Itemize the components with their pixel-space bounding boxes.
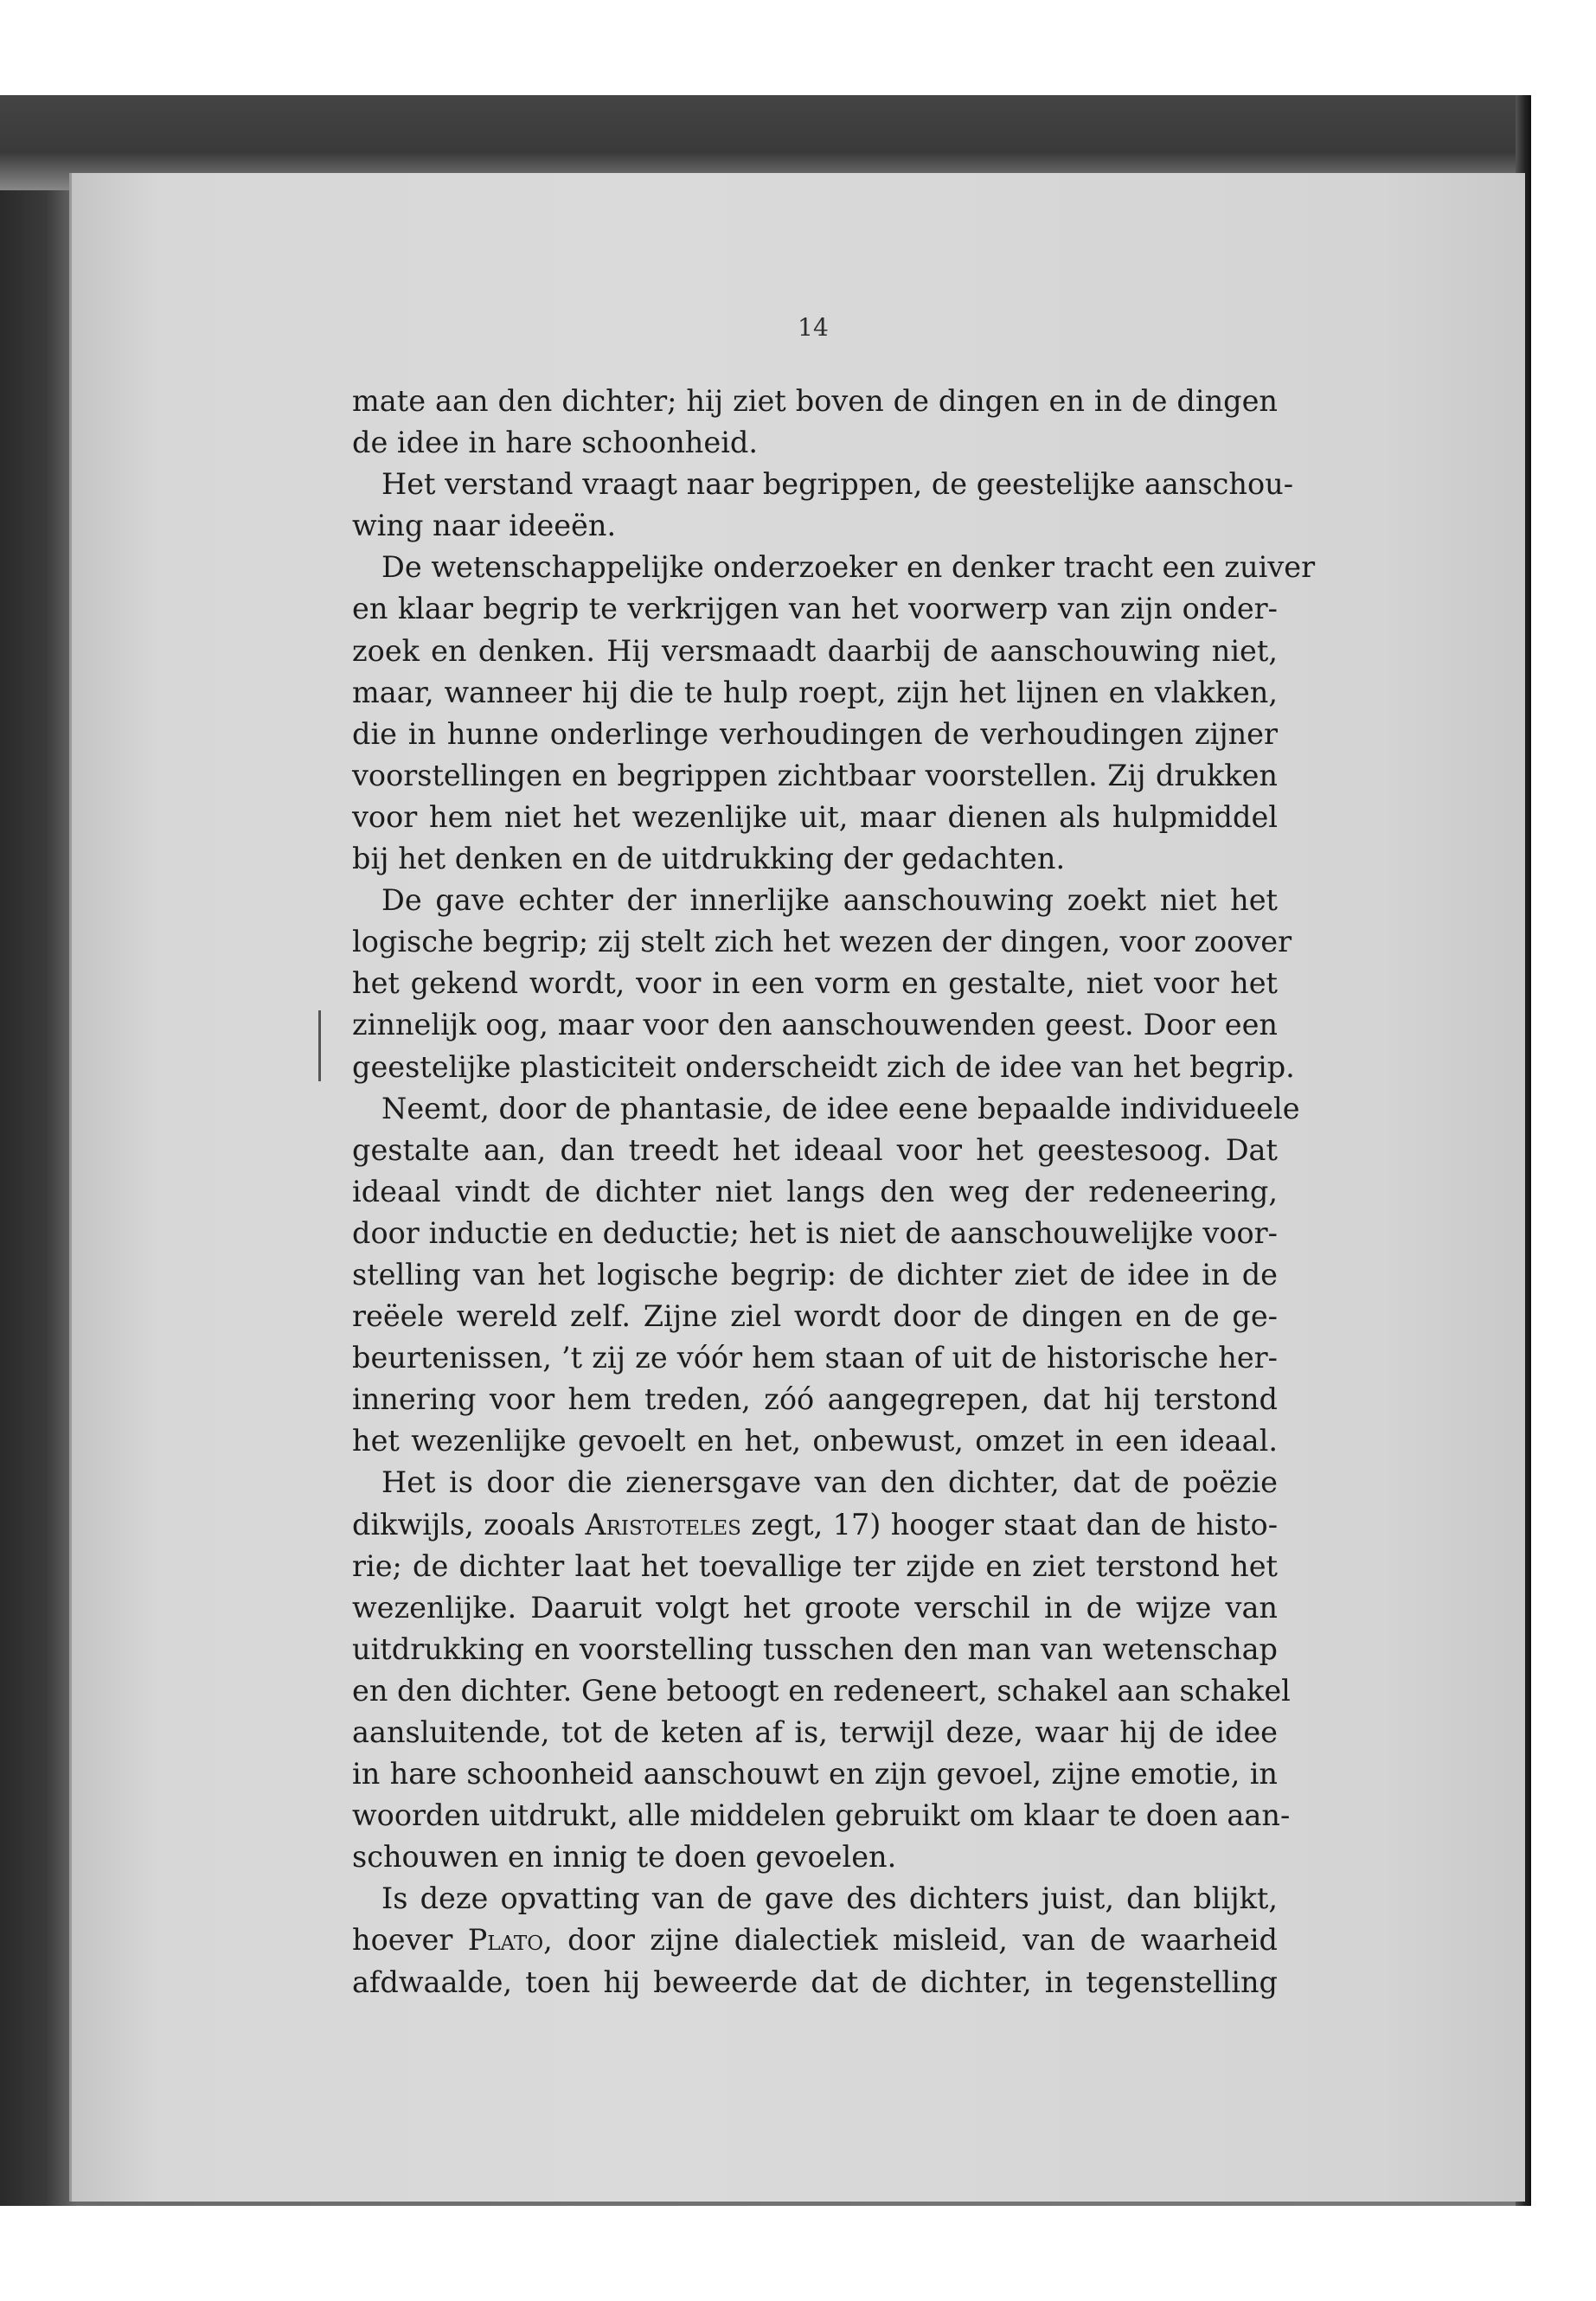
text-line: innering voor hem treden, zóó aangegrepen, dat hij terstond [352,1382,1278,1417]
text-line: het wezenlijke gevoelt en het, onbewust, omzet in een ideaal. [352,1424,1278,1458]
text-line: uitdrukking en voorstelling tusschen den man van wetenschap [352,1631,1278,1666]
text-line: gestalte aan, dan treedt het ideaal voor het geestesoog. Dat [352,1132,1278,1167]
text-line: geestelijke plasticiteit onderscheidt zich de idee van het begrip. [352,1049,1295,1084]
text-line: voorstellingen en begrippen zichtbaar voorstellen. Zij drukken [352,758,1278,792]
text-line-with-citation [352,1504,1278,1546]
text-fragment: , door zijne dialectiek misleid, van de waarheid [543,1923,1278,1958]
text-line: Neemt, door de phantasie, de idee eene bepaalde individueele [381,1091,1300,1125]
text-line: het gekend wordt, voor in een vorm en gestalte, niet voor het [352,966,1278,1001]
body-text [352,381,1316,2003]
text-line: voor hem niet het wezenlijke uit, maar dienen als hulpmiddel [352,799,1278,834]
text-line: de idee in hare schoonheid. [352,426,758,460]
text-line: reëele wereld zelf. Zijne ziel wordt door de dingen en de ge- [352,1299,1278,1334]
text-line: maar, wanneer hij die te hulp roept, zijn het lijnen en vlakken, [352,675,1278,709]
text-line: logische begrip; zij stelt zich het wezen der dingen, voor zoover [352,925,1292,959]
text-line: afdwaalde, toen hij beweerde dat de dichter, in tegenstelling [352,1965,1278,1999]
text-line: bij het denken en de uitdrukking der gedachten. [352,842,1066,876]
author-name: Plato [467,1923,544,1958]
margin-pencil-mark [318,1010,321,1081]
text-line: door inductie en deductie; het is niet de aanschouwelijke voor- [352,1215,1278,1250]
text-line: Is deze opvatting van de gave des dichters juist, dan blijkt, [381,1881,1278,1916]
text-line: en den dichter. Gene betoogt en redeneert, schakel aan schakel [352,1673,1291,1708]
text-line: beurtenissen, ’t zij ze vóór hem staan of uit de historische her- [352,1341,1278,1375]
text-line: stelling van het logische begrip: de dichter ziet de idee in de [352,1257,1278,1292]
text-line: die in hunne onderlinge verhoudingen de verhoudingen zijner [352,716,1278,751]
text-fragment: zegt, [751,1507,824,1541]
text-line: wing naar ideeën. [352,509,617,543]
text-line-with-name [352,1920,1278,1961]
text-line: schouwen en innig te doen gevoelen. [352,1840,897,1875]
text-line: Het verstand vraagt naar begrippen, de geestelijke aanschou- [381,467,1294,502]
footnote-ref: 17) [832,1507,881,1541]
text-line: rie; de dichter laat het toevallige ter zijde en ziet terstond het [352,1548,1278,1583]
text-line: De wetenschappelijke onderzoeker en denker tracht een zuiver [381,550,1316,585]
text-line: in hare schoonheid aanschouwt en zijn gevoel, zijne emotie, in [352,1757,1278,1791]
text-line: wezenlijke. Daaruit volgt het groote verschil in de wijze van [352,1590,1278,1625]
text-line: ideaal vindt de dichter niet langs den weg der redeneering, [352,1174,1278,1208]
text-fragment: dikwijls, zooals [352,1507,576,1541]
text-line: woorden uitdrukt, alle middelen gebruikt om klaar te doen aan- [352,1798,1291,1833]
text-line: Het is door die zienersgave van den dichter, dat de poëzie [381,1465,1278,1500]
text-fragment: hooger staat dan de histo- [890,1507,1279,1541]
page-number: 14 [798,313,829,342]
author-name: Aristoteles [585,1507,741,1541]
text-line: en klaar begrip te verkrijgen van het voorwerp van zijn onder- [352,592,1278,626]
text-line: aansluitende, tot de keten af is, terwijl deze, waar hij de idee [352,1715,1278,1749]
text-line: zoek en denken. Hij versmaadt daarbij de aanschouwing niet, [352,633,1278,668]
text-fragment: hoever [352,1923,453,1958]
text-line: zinnelijk oog, maar voor den aanschouwenden geest. Door een [352,1008,1278,1042]
text-line: De gave echter der innerlijke aanschouwing zoekt niet het [381,883,1278,918]
text-line: mate aan den dichter; hij ziet boven de dingen en in de dingen [352,384,1278,418]
